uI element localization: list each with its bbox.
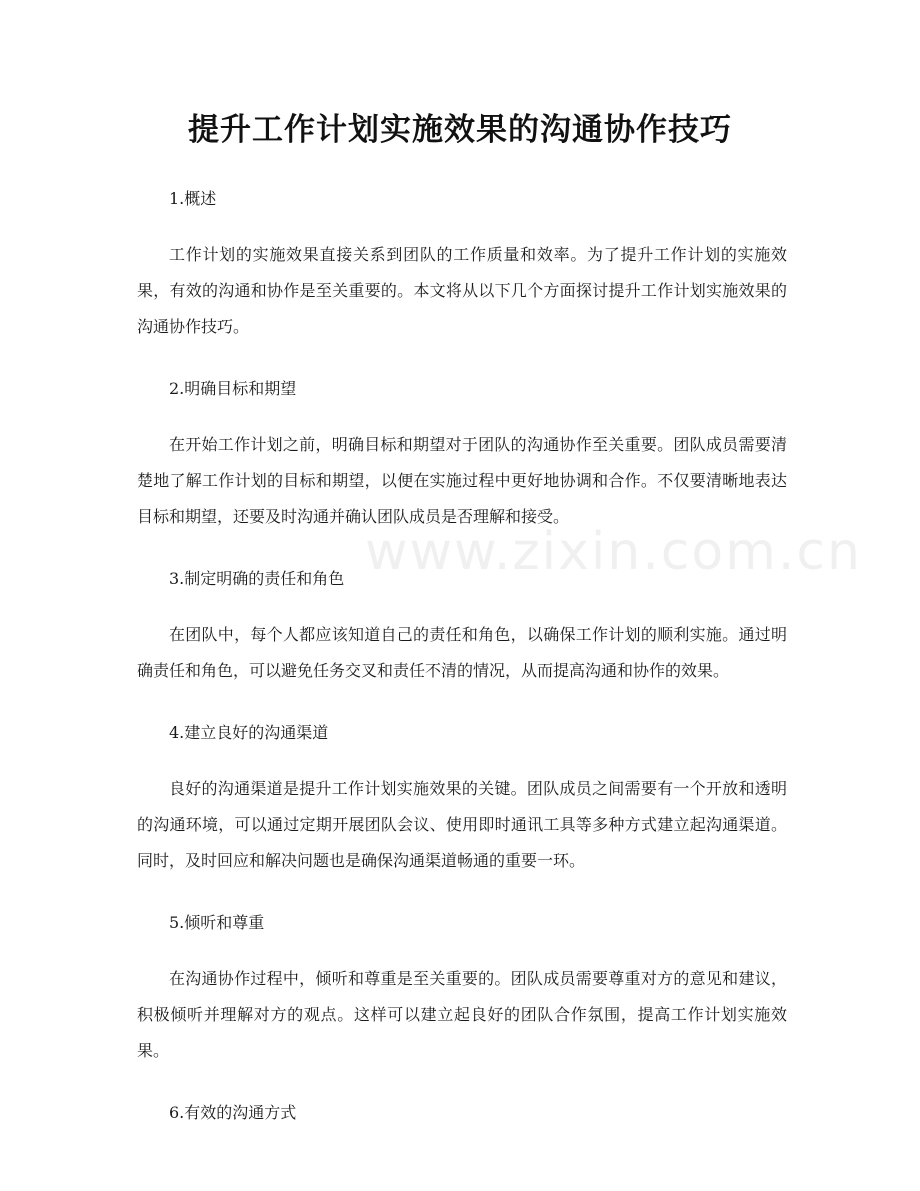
- section-heading: 6.有效的沟通方式: [169, 1103, 297, 1122]
- section-overview: [137, 181, 787, 345]
- document-body: [137, 181, 787, 1151]
- section-listening: [137, 905, 787, 1069]
- section-paragraph: 良好的沟通渠道是提升工作计划实施效果的关键。团队成员之间需要有一个开放和透明的沟通环境，可以通过定期开展团队会议、使用即时通讯工具等多种方式建立起沟通渠道。同时，及时回应和解决问题也是确保沟通渠道畅通的重要一环。: [137, 779, 787, 870]
- section-paragraph: 工作计划的实施效果直接关系到团队的工作质量和效率。为了提升工作计划的实施效果，有效的沟通和协作是至关重要的。本文将从以下几个方面探讨提升工作计划实施效果的沟通协作技巧。: [137, 245, 787, 336]
- section-heading: 2.明确目标和期望: [169, 379, 297, 398]
- section-paragraph: 在开始工作计划之前，明确目标和期望对于团队的沟通协作至关重要。团队成员需要清楚地了解工作计划的目标和期望，以便在实施过程中更好地协调和合作。不仅要清晰地表达目标和期望，还要及时沟通并确认团队成员是否理解和接受。: [137, 435, 787, 526]
- section-heading: 5.倾听和尊重: [169, 913, 265, 932]
- document-title: 提升工作计划实施效果的沟通协作技巧: [188, 112, 732, 148]
- section-channels: [137, 715, 787, 879]
- section-methods: [137, 1095, 787, 1131]
- section-roles: [137, 561, 787, 689]
- section-heading: 4.建立良好的沟通渠道: [169, 723, 329, 742]
- watermark: www.zixin.com.cn: [365, 522, 862, 582]
- section-heading: 1.概述: [169, 189, 217, 208]
- section-paragraph: 在团队中，每个人都应该知道自己的责任和角色，以确保工作计划的顺利实施。通过明确责任和角色，可以避免任务交叉和责任不清的情况，从而提高沟通和协作的效果。: [137, 625, 787, 680]
- section-paragraph: 在沟通协作过程中，倾听和尊重是至关重要的。团队成员需要尊重对方的意见和建议，积极倾听并理解对方的观点。这样可以建立起良好的团队合作氛围，提高工作计划实施效果。: [137, 969, 787, 1060]
- section-heading: 3.制定明确的责任和角色: [169, 569, 345, 588]
- section-goals: [137, 371, 787, 535]
